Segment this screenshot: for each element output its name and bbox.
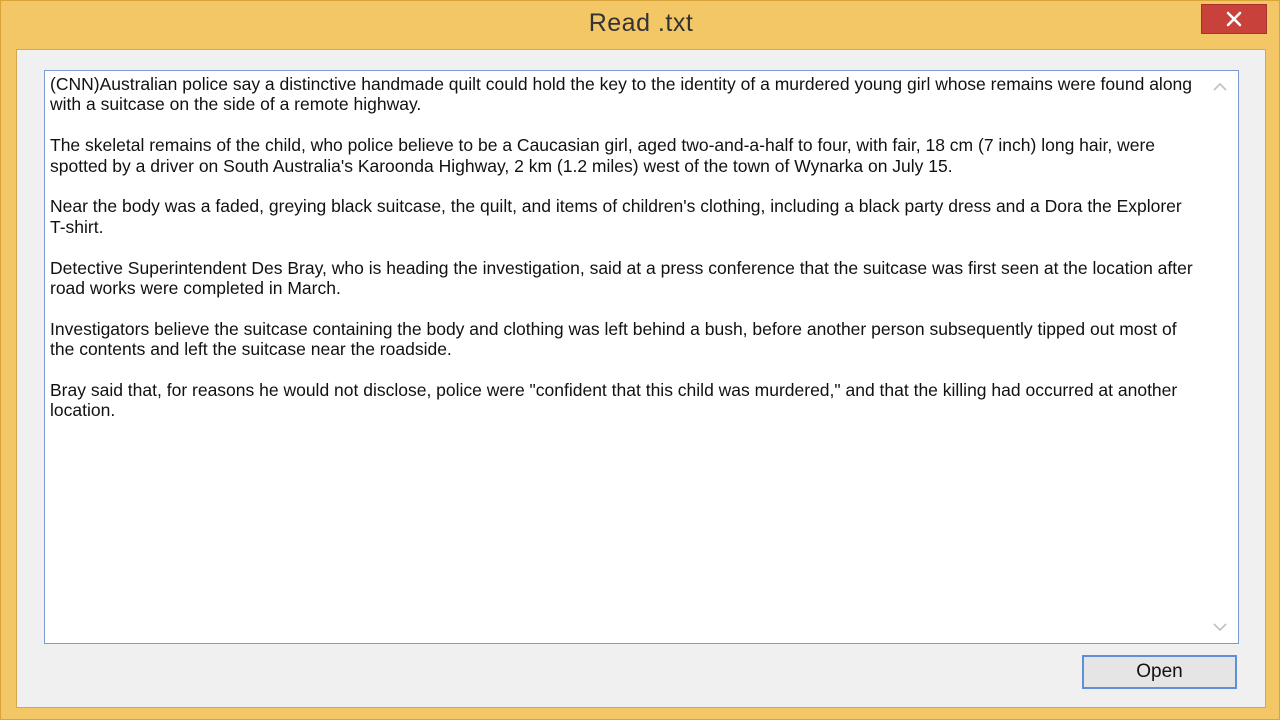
- paragraph: The skeletal remains of the child, who police believe to be a Caucasian girl, aged two-and-a-half to four, with fair, 18 cm (7 inch) long hair, were spotted by a driver on South Australia's Karoonda Highway, 2 km (1.2 miles) west of the town of Wynarka on July 15.: [50, 135, 1156, 176]
- paragraph: Bray said that, for reasons he would not disclose, police were "confident that this child was murdered," and that the killing had occurred at another location.: [50, 380, 1178, 421]
- chevron-down-icon: [1212, 622, 1228, 632]
- text-content-box[interactable]: [44, 70, 1239, 644]
- paragraph: Detective Superintendent Des Bray, who is heading the investigation, said at a press conference that the suitcase was first seen at the location after road works were completed in March.: [50, 257, 1193, 299]
- paragraph: Near the body was a faded, greying black suitcase, the quilt, and items of children's clothing, including a black party dress and a Dora the Explorer T-shirt.: [50, 196, 1182, 237]
- client-area: [16, 49, 1266, 708]
- scroll-up-button[interactable]: [1203, 72, 1237, 102]
- open-button[interactable]: Open: [1082, 655, 1237, 689]
- paragraph: Investigators believe the suitcase containing the body and clothing was left behind a bush, before another person subsequently tipped out most of the contents and left the suitcase near the roadside.: [50, 318, 1177, 360]
- text-content: [50, 74, 1200, 441]
- close-icon: [1226, 11, 1242, 27]
- chevron-up-icon: [1212, 82, 1228, 92]
- window-title: Read .txt: [588, 9, 694, 37]
- title-bar[interactable]: [1, 1, 1280, 49]
- paragraph: (CNN)Australian police say a distinctive handmade quilt could hold the key to the identity of a murdered young girl whose remains were found along with a suitcase on the side of a remote highway.: [50, 74, 1193, 115]
- vertical-scrollbar[interactable]: [1203, 72, 1237, 642]
- scroll-down-button[interactable]: [1203, 612, 1237, 642]
- close-button[interactable]: [1201, 4, 1267, 34]
